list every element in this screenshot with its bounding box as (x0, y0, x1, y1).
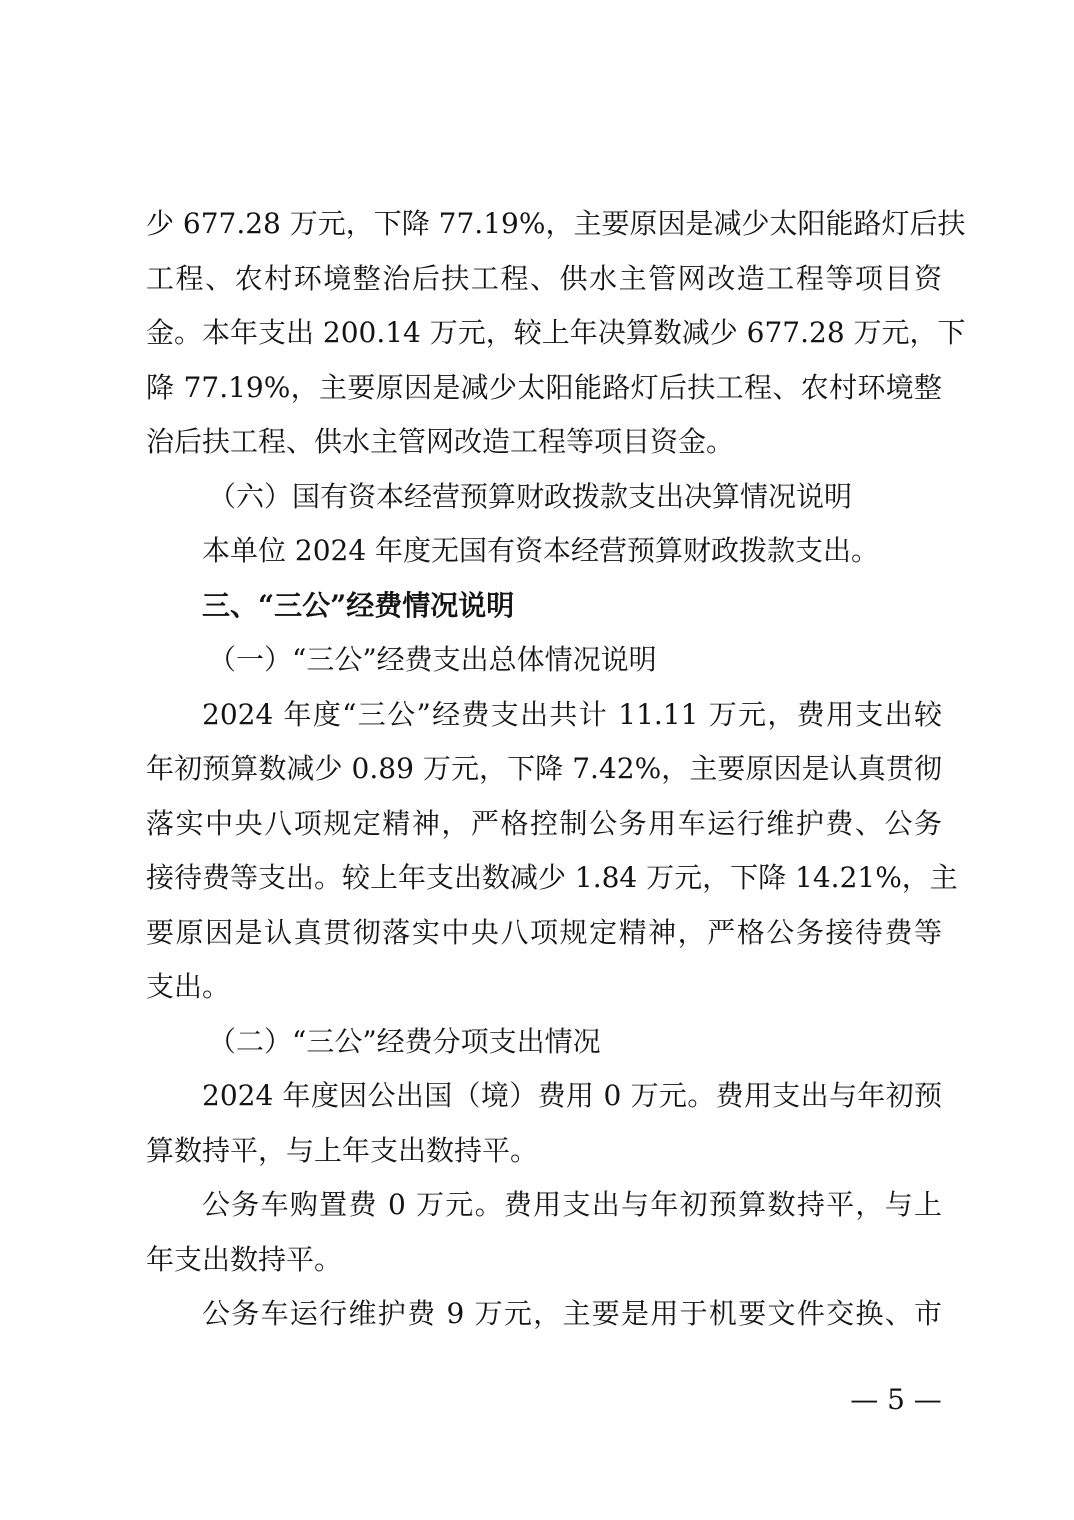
body-text-line: 工程、农村环境整治后扶工程、供水主管网改造工程等项目资 (146, 262, 942, 295)
body-text-line: 要原因是认真贯彻落实中央八项规定精神，严格公务接待费等 (146, 916, 942, 949)
body-text-line: 2024 年度因公出国（境）费用 0 万元。费用支出与年初预 (202, 1079, 942, 1112)
body-text-line: 金。本年支出 200.14 万元，较上年决算数减少 677.28 万元，下 (146, 316, 966, 349)
subsection-heading-2: （二）“三公”经费分项支出情况 (208, 1025, 601, 1058)
body-text-line: 治后扶工程、供水主管网改造工程等项目资金。 (146, 425, 735, 458)
section-heading-6: （六）国有资本经营预算财政拨款支出决算情况说明 (208, 480, 853, 513)
body-text-line: 年初预算数减少 0.89 万元，下降 7.42%，主要原因是认真贯彻 (146, 752, 942, 785)
body-text-line: 降 77.19%，主要原因是减少太阳能路灯后扶工程、农村环境整 (146, 371, 942, 404)
body-text-line: 算数持平，与上年支出数持平。 (146, 1134, 539, 1167)
body-text-line: 公务车购置费 0 万元。费用支出与年初预算数持平，与上 (202, 1188, 942, 1221)
body-text-line: 落实中央八项规定精神，严格控制公务用车运行维护费、公务 (146, 807, 942, 840)
subsection-heading-1: （一）“三公”经费支出总体情况说明 (208, 643, 657, 676)
body-text-line: 本单位 2024 年度无国有资本经营预算财政拨款支出。 (202, 534, 880, 567)
body-text-line: 少 677.28 万元，下降 77.19%，主要原因是减少太阳能路灯后扶 (146, 207, 966, 240)
section-heading-3: 三、“三公”经费情况说明 (202, 589, 515, 622)
body-text-line: 2024 年度“三公”经费支出共计 11.11 万元，费用支出较 (202, 698, 942, 731)
body-text-line: 公务车运行维护费 9 万元，主要是用于机要文件交换、市 (202, 1297, 942, 1330)
body-text-line: 支出。 (146, 970, 231, 1003)
body-text-line: 年支出数持平。 (146, 1243, 343, 1276)
page-number: — 5 — (850, 1383, 942, 1416)
body-text-line: 接待费等支出。较上年支出数减少 1.84 万元，下降 14.21%，主 (146, 861, 958, 894)
